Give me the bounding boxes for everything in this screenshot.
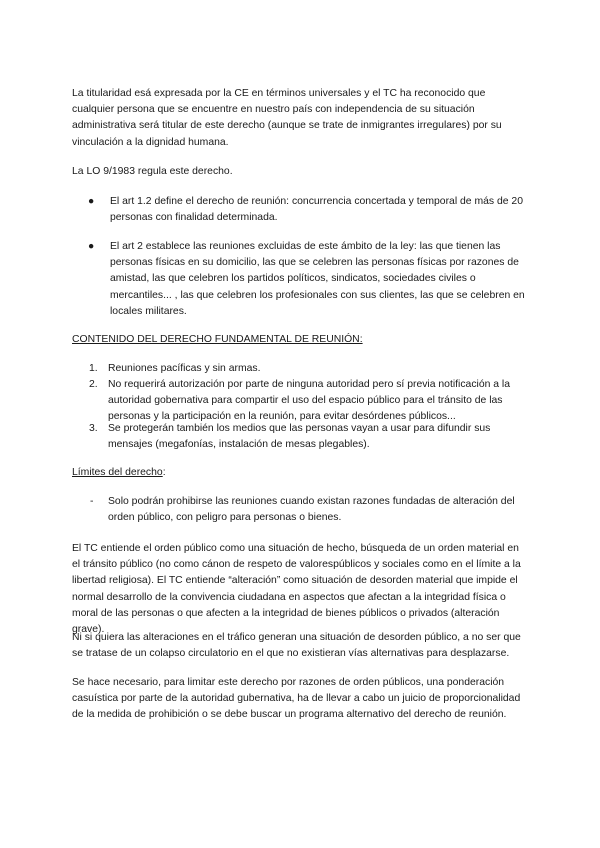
bullet-marker: ●	[88, 196, 95, 207]
bullet-marker: ●	[88, 241, 95, 252]
number-marker: 2.	[89, 379, 98, 390]
intro-paragraph-titularidad: La titularidad esá expresada por la CE en términos universales y el TC ha reconocido que cualquier persona que se encuentre en nuestro país con independencia de su situación administrativa será titular de este derecho (aunque se trate de inmigrantes irregulares) por su vinculación a la dignidad humana.	[72, 88, 502, 148]
dash-marker: -	[90, 496, 94, 507]
numbered-text: Se protegerán también los medios que las personas vayan a usar para difundir sus mensajes (megafonías, instalación de mesas plegables).	[108, 423, 491, 451]
limits-heading	[72, 465, 528, 481]
section-heading-contenido: CONTENIDO DEL DERECHO FUNDAMENTAL DE REUNIÓN:	[72, 334, 363, 345]
bullet-text: El art 1.2 define el derecho de reunión: concurrencia concertada y temporal de más de 20 personas con finalidad determinada.	[110, 196, 523, 224]
closing-paragraph-orden-publico: El TC entiende el orden público como una situación de hecho, búsqueda de un orden material en el tránsito público (no como cánon de respeto de valorespúblicos y sociales como en el límite a la libertad religiosa). El TC entiende “alteración” como situación de desorden material que impide el normal desarrollo de la convivencia ciudadana en aspectos que afectan a la integridad física o moral de las personas o que afecten a la integridad de bienes públicos o privados (alteración grave).	[72, 543, 521, 636]
closing-paragraph-trafico: Ni si quiera las alteraciones en el tráfico generan una situación de desorden público, a no ser que se tratase de un colapso circulatorio en el que no existieran vías alternativas para desplazarse.	[72, 632, 521, 660]
number-marker: 3.	[89, 423, 98, 434]
limits-heading-text: Límites del derecho	[72, 467, 163, 478]
number-marker: 1.	[89, 363, 98, 374]
bullet-text: El art 2 establece las reuniones excluidas de este ámbito de la ley: las que tienen las personas físicas en su domicilio, las que se celebren las personas físicas por razones de amistad, las que celebren los partidos políticos, sindicatos, sociedades civiles o mercantiles... , las que celebren los profesionales con sus clientes, las que se celebren en locales militares.	[110, 241, 525, 317]
numbered-text: Reuniones pacíficas y sin armas.	[108, 363, 261, 374]
dash-text: Solo podrán prohibirse las reuniones cuando existan razones fundadas de alteración del orden público, con peligro para personas o bienes.	[108, 496, 515, 524]
intro-paragraph-lo: La LO 9/1983 regula este derecho.	[72, 166, 233, 177]
closing-paragraph-ponderacion: Se hace necesario, para limitar este derecho por razones de orden públicos, una ponderación casuística por parte de la autoridad gubernativa, ha de llevar a cabo un juicio de proporcionalidad de la medida de prohibición o se debe buscar un programa alternativo del derecho de reunión.	[72, 677, 521, 721]
limits-heading-colon: :	[162, 467, 166, 478]
numbered-text: No requerirá autorización por parte de ninguna autoridad pero sí previa notificación a la autoridad gobernativa para compartir el uso del espacio público para el tránsito de las personas y la participación en la reunión, para evitar desórdenes públicos...	[108, 379, 511, 423]
